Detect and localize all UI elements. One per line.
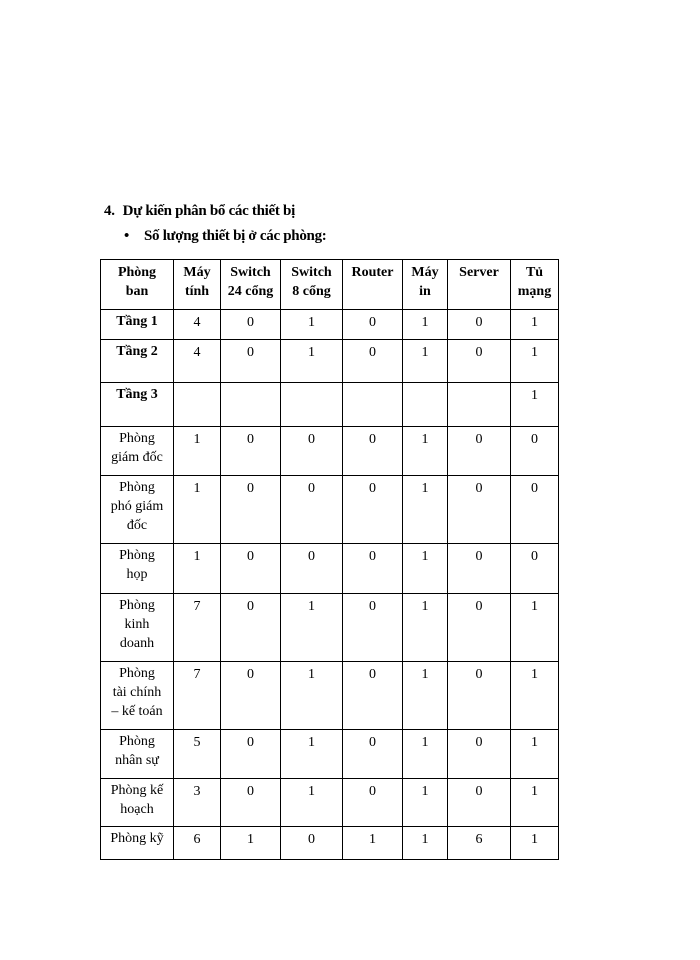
quantity-cell: 1 <box>403 427 448 476</box>
room-name-cell <box>101 383 174 427</box>
column-header <box>221 260 281 310</box>
quantity-cell: 0 <box>343 427 403 476</box>
quantity-cell: 1 <box>511 662 559 730</box>
quantity-cell: 1 <box>221 827 281 860</box>
room-name-cell <box>101 827 174 860</box>
room-name-line: đốc <box>126 518 148 533</box>
column-header <box>511 260 559 310</box>
quantity-cell: 4 <box>174 310 221 340</box>
quantity-cell: 0 <box>343 340 403 383</box>
quantity-cell: 1 <box>281 340 343 383</box>
quantity-cell: 0 <box>448 544 511 594</box>
table-row <box>101 827 559 860</box>
table-row <box>101 594 559 662</box>
section-title: Dự kiến phân bổ các thiết bị <box>122 203 295 219</box>
room-name-line: Tầng 1 <box>116 314 158 329</box>
quantity-cell: 1 <box>281 779 343 827</box>
room-name-line: Phòng <box>119 480 155 495</box>
table-body <box>101 310 559 860</box>
quantity-cell: 0 <box>281 476 343 544</box>
quantity-cell: 1 <box>511 594 559 662</box>
column-header-line: Switch <box>291 265 332 280</box>
room-name-line: Tầng 3 <box>116 387 158 402</box>
quantity-cell: 1 <box>511 827 559 860</box>
room-name-cell <box>101 779 174 827</box>
room-name-line: tài chính <box>112 685 162 700</box>
quantity-cell: 7 <box>174 662 221 730</box>
column-header-line: 24 cổng <box>227 284 274 299</box>
quantity-cell: 1 <box>281 662 343 730</box>
column-header-line: tính <box>184 284 210 299</box>
column-header-line: in <box>419 284 431 299</box>
column-header <box>281 260 343 310</box>
room-name-line: doanh <box>119 636 155 651</box>
column-header-line: mạng <box>517 284 552 299</box>
quantity-cell: 0 <box>448 476 511 544</box>
quantity-cell: 0 <box>448 594 511 662</box>
quantity-cell: 0 <box>221 427 281 476</box>
quantity-cell: 7 <box>174 594 221 662</box>
quantity-cell: 0 <box>343 310 403 340</box>
room-name-line: Phòng <box>119 598 155 613</box>
room-name-line: họp <box>126 567 148 582</box>
quantity-cell: 1 <box>403 827 448 860</box>
quantity-cell: 6 <box>448 827 511 860</box>
quantity-cell: 1 <box>281 594 343 662</box>
room-name-line: nhân sự <box>115 753 159 768</box>
quantity-cell <box>448 383 511 427</box>
room-name-line: phó giám <box>110 499 164 514</box>
bullet-icon: • <box>124 228 129 244</box>
quantity-cell: 0 <box>221 662 281 730</box>
section-heading <box>104 203 295 220</box>
column-header-line: ban <box>125 284 149 299</box>
column-header-line: Router <box>351 265 394 280</box>
quantity-cell: 0 <box>343 779 403 827</box>
quantity-cell: 0 <box>221 476 281 544</box>
room-name-line: giám đốc <box>111 450 163 465</box>
room-name-cell <box>101 730 174 779</box>
quantity-cell: 0 <box>221 779 281 827</box>
quantity-cell: 0 <box>448 310 511 340</box>
column-header-line: 8 cổng <box>292 284 331 299</box>
bullet-item <box>124 228 326 245</box>
quantity-cell: 6 <box>174 827 221 860</box>
quantity-cell: 0 <box>448 427 511 476</box>
column-header-line: Máy <box>411 265 439 280</box>
quantity-cell: 3 <box>174 779 221 827</box>
room-name-cell <box>101 427 174 476</box>
quantity-cell <box>281 383 343 427</box>
table-row <box>101 779 559 827</box>
column-header-line: Máy <box>183 265 211 280</box>
quantity-cell <box>403 383 448 427</box>
room-name-cell <box>101 544 174 594</box>
column-header-line: Switch <box>230 265 271 280</box>
quantity-cell: 1 <box>174 544 221 594</box>
quantity-cell: 0 <box>281 427 343 476</box>
room-name-line: Phòng <box>119 548 155 563</box>
bullet-text: Số lượng thiết bị ở các phòng: <box>144 228 327 244</box>
quantity-cell <box>174 383 221 427</box>
quantity-cell: 0 <box>343 594 403 662</box>
quantity-cell: 1 <box>403 340 448 383</box>
quantity-cell: 0 <box>343 662 403 730</box>
quantity-cell: 1 <box>343 827 403 860</box>
room-name-line: Phòng kỹ <box>110 831 164 846</box>
quantity-cell: 1 <box>403 544 448 594</box>
quantity-cell: 1 <box>511 779 559 827</box>
column-header <box>174 260 221 310</box>
quantity-cell: 1 <box>403 730 448 779</box>
room-name-line: Tầng 2 <box>116 344 158 359</box>
quantity-cell: 1 <box>403 779 448 827</box>
quantity-cell: 0 <box>221 310 281 340</box>
quantity-cell: 0 <box>221 730 281 779</box>
quantity-cell: 0 <box>343 476 403 544</box>
table-row <box>101 476 559 544</box>
quantity-cell <box>343 383 403 427</box>
room-name-cell <box>101 662 174 730</box>
table-row <box>101 730 559 779</box>
column-header <box>101 260 174 310</box>
quantity-cell: 1 <box>281 310 343 340</box>
table-header-row <box>101 260 559 310</box>
table-row <box>101 544 559 594</box>
table-row <box>101 662 559 730</box>
room-name-line: – kế toán <box>111 704 163 719</box>
room-name-cell <box>101 476 174 544</box>
quantity-cell: 1 <box>281 730 343 779</box>
room-name-cell <box>101 340 174 383</box>
table-row <box>101 310 559 340</box>
quantity-cell: 0 <box>343 544 403 594</box>
room-name-line: kinh <box>124 617 150 632</box>
quantity-cell: 0 <box>281 827 343 860</box>
quantity-cell: 1 <box>403 310 448 340</box>
room-name-cell <box>101 310 174 340</box>
quantity-cell: 0 <box>281 544 343 594</box>
quantity-cell <box>221 383 281 427</box>
column-header <box>448 260 511 310</box>
quantity-cell: 1 <box>511 310 559 340</box>
room-name-line: Phòng <box>119 666 155 681</box>
quantity-cell: 1 <box>511 383 559 427</box>
quantity-cell: 1 <box>174 427 221 476</box>
quantity-cell: 0 <box>221 340 281 383</box>
quantity-cell: 0 <box>511 544 559 594</box>
quantity-cell: 1 <box>403 476 448 544</box>
room-name-line: Phòng <box>119 734 155 749</box>
quantity-cell: 0 <box>221 544 281 594</box>
room-name-cell <box>101 594 174 662</box>
column-header-line: Phòng <box>117 265 157 280</box>
quantity-cell: 0 <box>343 730 403 779</box>
room-name-line: hoạch <box>120 802 154 817</box>
room-name-line: Phòng kế <box>110 783 164 798</box>
quantity-cell: 1 <box>511 730 559 779</box>
quantity-cell: 4 <box>174 340 221 383</box>
column-header-line: Tủ <box>525 265 544 280</box>
table-row <box>101 427 559 476</box>
table-row <box>101 340 559 383</box>
quantity-cell: 0 <box>511 476 559 544</box>
table-row <box>101 383 559 427</box>
quantity-cell: 0 <box>448 730 511 779</box>
quantity-cell: 1 <box>403 594 448 662</box>
quantity-cell: 0 <box>448 340 511 383</box>
quantity-cell: 1 <box>174 476 221 544</box>
quantity-cell: 5 <box>174 730 221 779</box>
quantity-cell: 0 <box>511 427 559 476</box>
quantity-cell: 1 <box>511 340 559 383</box>
column-header-line: Server <box>459 265 499 280</box>
column-header <box>343 260 403 310</box>
column-header <box>403 260 448 310</box>
quantity-cell: 0 <box>221 594 281 662</box>
quantity-cell: 0 <box>448 779 511 827</box>
equipment-table <box>100 259 559 860</box>
quantity-cell: 0 <box>448 662 511 730</box>
room-name-line: Phòng <box>119 431 155 446</box>
section-number: 4. <box>104 203 115 219</box>
quantity-cell: 1 <box>403 662 448 730</box>
